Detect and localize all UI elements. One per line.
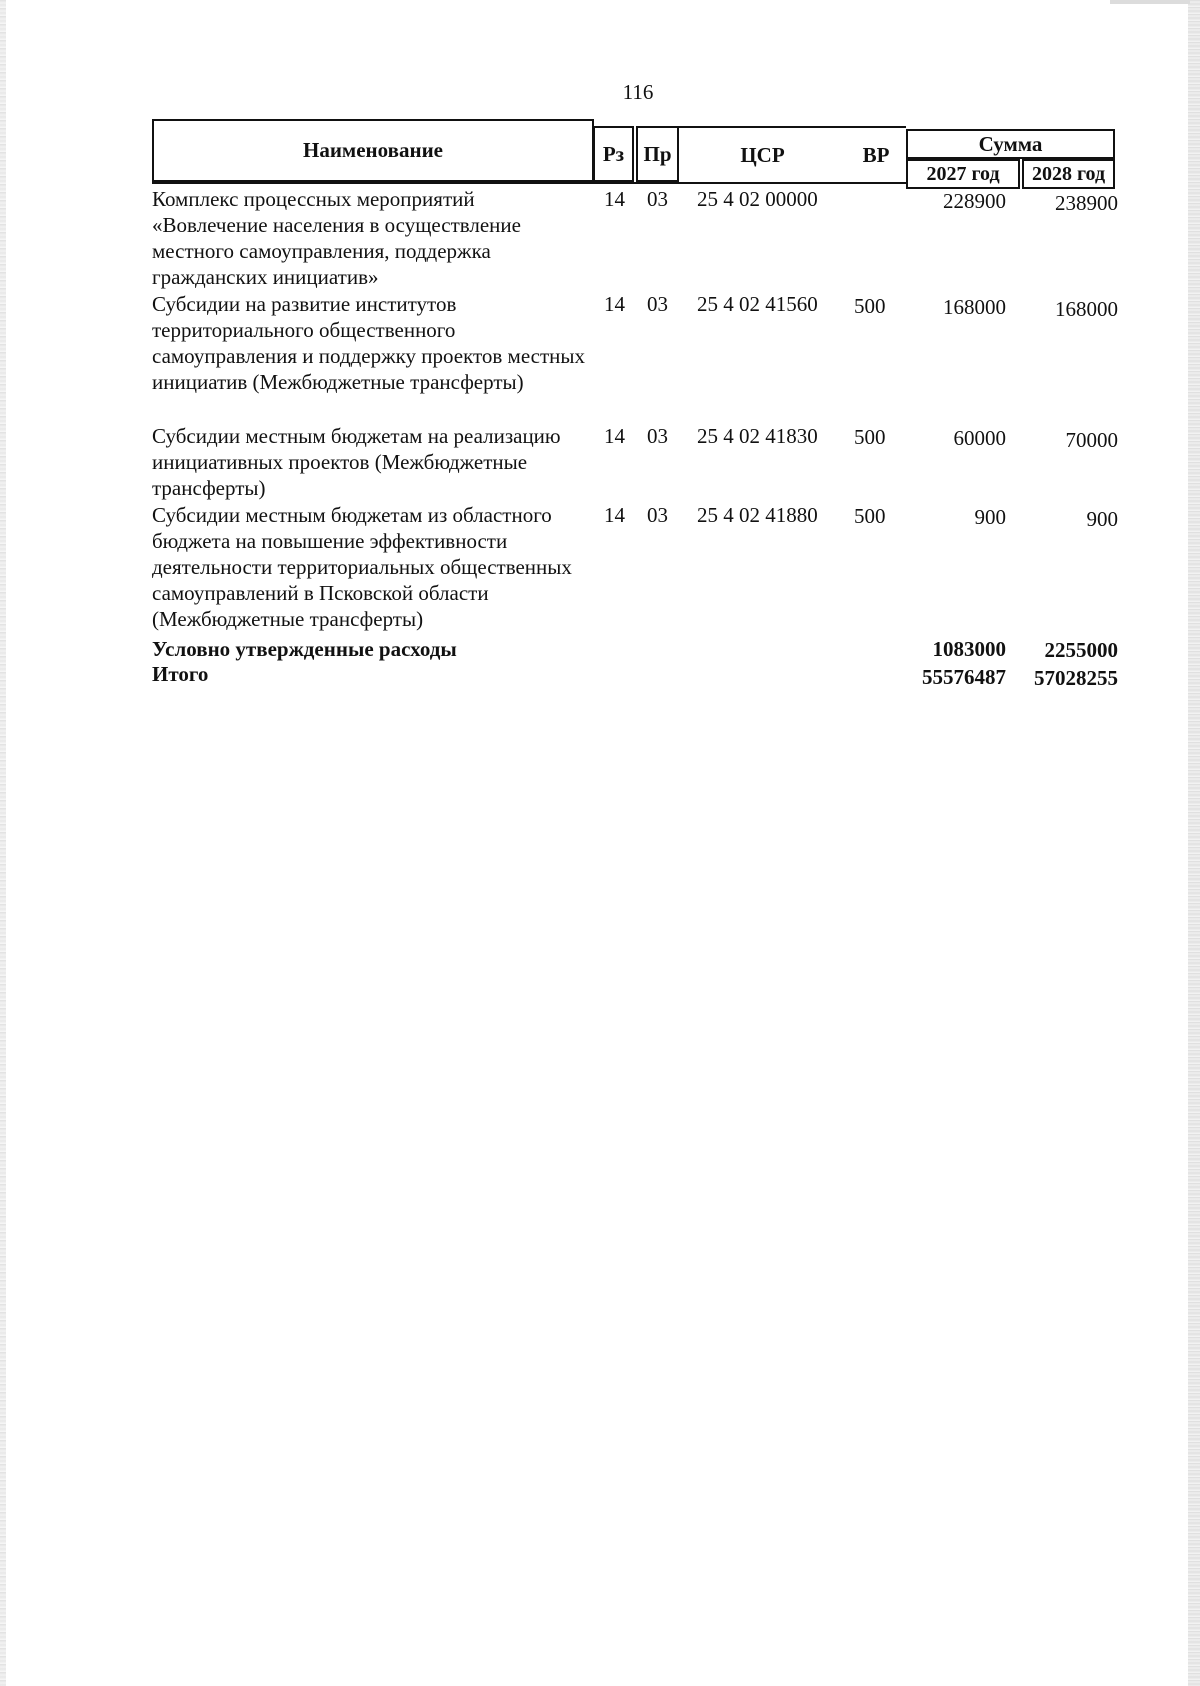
row-pr: 03: [647, 424, 668, 448]
header-pr: Пр: [636, 126, 679, 182]
row-csr: 25 4 02 41560: [697, 292, 818, 316]
row-rz: 14: [604, 503, 625, 527]
total-sum-2028: 57028255: [1034, 666, 1118, 690]
row-sum-2028: 168000: [1055, 297, 1118, 321]
total-sum-2028: 2255000: [1044, 638, 1118, 662]
header-vr: ВР: [846, 126, 906, 182]
total-name: Условно утвержденные расходы: [152, 637, 457, 661]
scan-edge-top: [1110, 0, 1190, 4]
row-rz: 14: [604, 292, 625, 316]
row-csr: 25 4 02 41880: [697, 503, 818, 527]
header-bottom-rule: [152, 182, 906, 184]
total-sum-2027: 1083000: [932, 637, 1006, 661]
row-csr: 25 4 02 41830: [697, 424, 818, 448]
row-name: Субсидии местным бюджетам из областного бюджета на повышение эффективности деятельности территориальных общественных самоуправлений в Псковской области (Межбюджетные трансферты): [152, 503, 572, 631]
header-csr: ЦСР: [679, 126, 846, 182]
header-sum: Сумма: [906, 129, 1115, 159]
total-sum-2027: 55576487: [922, 665, 1006, 689]
row-rz: 14: [604, 424, 625, 448]
row-name: Субсидии на развитие институтов территориального общественного самоуправления и поддержку проектов местных инициатив (Межбюджетные трансферты): [152, 292, 586, 394]
total-name: Итого: [152, 662, 209, 686]
row-vr: 500: [854, 294, 886, 318]
row-sum-2027: 60000: [953, 426, 1006, 450]
scan-edge-right: [1188, 0, 1200, 1686]
row-sum-2027: 228900: [943, 189, 1006, 213]
row-sum-2028: 70000: [1065, 428, 1118, 452]
row-pr: 03: [647, 503, 668, 527]
row-name: Субсидии местным бюджетам на реализацию инициативных проектов (Межбюджетные трансферты): [152, 424, 561, 500]
header-year-2028: 2028 год: [1022, 159, 1115, 189]
row-pr: 03: [647, 292, 668, 316]
row-sum-2027: 900: [974, 505, 1006, 529]
header-year-2027: 2027 год: [906, 159, 1020, 189]
row-rz: 14: [604, 187, 625, 211]
row-sum-2027: 168000: [943, 295, 1006, 319]
row-sum-2028: 900: [1086, 507, 1118, 531]
row-vr: 500: [854, 425, 886, 449]
header-name: Наименование: [152, 119, 594, 182]
row-name: Комплекс процессных мероприятий «Вовлечение населения в осуществление местного самоуправления, поддержка гражданских инициатив»: [152, 187, 521, 289]
scan-edge-left: [0, 0, 6, 1686]
header-rz: Рз: [593, 126, 634, 182]
row-csr: 25 4 02 00000: [697, 187, 818, 211]
row-sum-2028: 238900: [1055, 191, 1118, 215]
page-number: 116: [622, 80, 654, 104]
row-vr: 500: [854, 504, 886, 528]
row-pr: 03: [647, 187, 668, 211]
